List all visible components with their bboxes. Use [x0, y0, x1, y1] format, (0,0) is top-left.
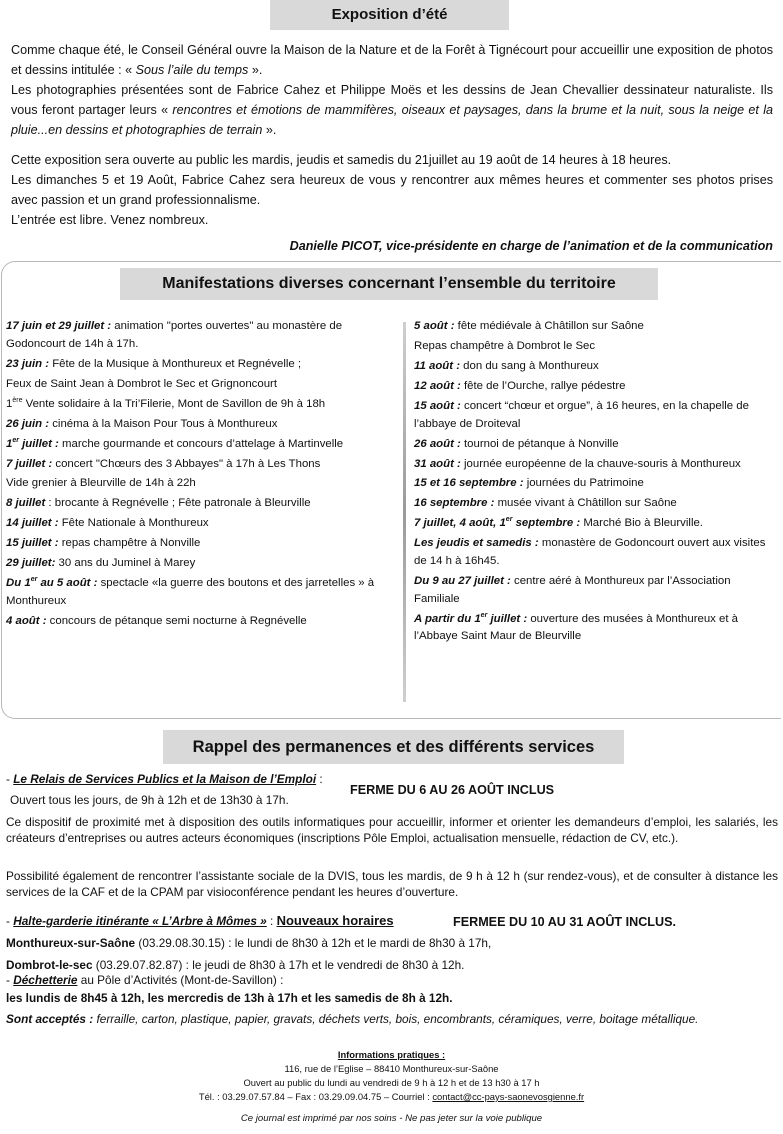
event-text: : brocante à Regnévelle ; Fête patronale à Bleurville [45, 497, 311, 510]
event-date: 5 août : [414, 320, 455, 332]
relais-description: Ce dispositif de proximité met à disposition des outils informatiques pour accueillir, informer et orienter les demandeurs d’emploi, les salariés, les créateurs d’entreprises ou autres acteurs économiques (inscriptions Pôle Emploi, actualisation mensuelle, rédaction de CV, etc.). [6, 815, 778, 846]
event-text: 1ère Vente solidaire à la Tri’Filerie, Mont de Savillon de 9h à 18h [6, 396, 326, 410]
footer-title: Informations pratiques : [337, 1049, 446, 1060]
right-event-10 [414, 535, 778, 570]
event-date: 12 août : [414, 379, 461, 392]
halte-text-2: (03.29.07.82.87) : le jeudi de 8h30 à 17h et le vendredi de 8h30 à 12h. [92, 958, 465, 972]
right-event-2 [414, 358, 778, 376]
event-date: Les jeudis et samedis : [414, 537, 539, 550]
event-text: 30 ans du Juminel à Marey [55, 557, 196, 570]
event-date: 15 juillet : [6, 537, 59, 550]
dech-accepted-label: Sont acceptés : [6, 1012, 94, 1026]
expo-p1-text: Comme chaque été, le Conseil Général ouvre la Maison de la Nature et de la Forêt à Tignécourt pour accueillir une exposition de photos et dessins intitulée : « [11, 43, 773, 77]
event-text: Vide grenier à Bleurville de 14h à 22h [6, 477, 196, 490]
footer-note: Ce journal est imprimé par nos soins - Ne pas jeter sur la voie publique [240, 1113, 543, 1124]
relais-hours: Ouvert tous les jours, de 9h à 12h et de 13h30 à 17h. [10, 793, 289, 807]
event-date: 16 septembre : [414, 497, 495, 510]
event-text: journée européenne de la chauve-souris à Monthureux [460, 457, 741, 470]
manif-right-column [414, 318, 778, 648]
left-event-6 [6, 456, 384, 474]
services-banner [163, 730, 624, 764]
event-text: spectacle «la guerre des boutons et des jarretelles » à Monthureux [6, 577, 375, 607]
event-date: 26 août : [414, 437, 461, 450]
dech-accepted [6, 1011, 778, 1027]
event-text: fête de l’Ourche, rallye pédestre [460, 379, 626, 392]
footer-contact-text: Tél. : 03.29.07.57.84 – Fax : 03.29.09.04.75 – Courriel : [198, 1091, 433, 1102]
event-text: concours de pétanque semi nocturne à Regnévelle [46, 614, 307, 627]
left-event-8 [6, 495, 384, 513]
halte-place-1: Monthureux-sur-Saône [6, 936, 136, 950]
event-text: cinéma à la Maison Pour Tous à Monthureux [49, 417, 278, 430]
manif-title: Manifestations diverses concernant l’ensemble du territoire [162, 275, 616, 292]
dech-hours: les lundis de 8h45 à 12h, les mercredis de 13h à 17h et les samedis de 8h à 12h. [6, 991, 453, 1005]
right-event-3 [414, 378, 778, 396]
right-event-8 [414, 495, 778, 513]
expo-quote-italic: rencontres et émotions de mammifères, oiseaux et paysages, dans la brume et la nuit, sous la neige et la pluie...en dessins et photographies de terrain [11, 103, 773, 137]
expo-paragraph-3: Cette exposition sera ouverte au public les mardis, jeudis et samedis du 21juillet au 19 août de 14 heures à 18 heures. [11, 153, 672, 167]
event-text: Feux de Saint Jean à Dombrot le Sec et Grignoncourt [6, 377, 277, 390]
halte-line-1 [6, 935, 778, 951]
event-text: animation "portes ouvertes" au monastère de Godoncourt de 14h à 17h. [6, 320, 343, 350]
left-event-4 [6, 416, 384, 434]
event-text: concert “chœur et orgue”, à 16 heures, en la chapelle de l’abbaye de Droiteval [414, 399, 749, 430]
left-event-13 [6, 613, 384, 631]
event-date: 26 juin : [6, 417, 50, 430]
event-text: don du sang à Monthureux [460, 359, 599, 372]
left-event-7 [6, 475, 384, 493]
expo-paragraph-4: Les dimanches 5 et 19 Août, Fabrice Cahez sera heureux de vous y rencontrer aux mêmes heures et commenter ses photos prises avec passion et un grand professionnalisme. [11, 173, 773, 207]
relais-social: Possibilité également de rencontrer l’assistante sociale de la DVIS, tous les mardis, de 9 h à 12 h (sur rendez-vous), et de consulter à distance les services de la CAF et de la CPAM par visioconférence pendant les heures d’ouverture. [6, 869, 778, 900]
event-date: Du 9 au 27 juillet : [414, 575, 511, 588]
event-date: A partir du 1er juillet : [414, 611, 528, 625]
halte-line-2 [6, 957, 778, 973]
right-event-5 [414, 436, 778, 454]
right-event-7 [414, 475, 778, 493]
event-date: 31 août : [414, 457, 461, 470]
event-text: musée vivant à Châtillon sur Saône [494, 497, 677, 510]
right-event-6 [414, 456, 778, 474]
expo-p2-end: ». [262, 123, 277, 137]
halte-closed-notice: FERMEE DU 10 AU 31 AOÛT INCLUS. [453, 915, 676, 929]
event-date: 29 juillet: [6, 557, 56, 570]
services-title: Rappel des permanences et des différents services [192, 738, 595, 756]
event-text: Fête Nationale à Monthureux [58, 517, 209, 530]
halte-place-2: Dombrot-le-sec [6, 958, 93, 972]
footer-address: 116, rue de l’Eglise – 88410 Monthureux-sur-Saône [284, 1063, 499, 1074]
expo-title: Exposition d’été [331, 6, 448, 23]
footer-hours: Ouvert au public du lundi au vendredi de 9 h à 12 h et de 13 h30 à 17 h [243, 1077, 540, 1088]
expo-paragraph-5: L’entrée est libre. Venez nombreux. [11, 213, 209, 227]
left-event-12 [6, 575, 384, 610]
halte-new-hours: Nouveaux horaires [276, 913, 394, 928]
event-date: 7 juillet : [6, 457, 53, 470]
expo-title-italic: Sous l’aile du temps [135, 63, 249, 77]
event-text: fête médiévale à Châtillon sur Saône [454, 320, 644, 332]
expo-paragraph-1 [11, 40, 773, 80]
event-date: 15 août : [414, 399, 461, 412]
event-text: repas champêtre à Nonville [58, 537, 201, 550]
event-date: 15 et 16 septembre : [414, 477, 524, 490]
event-date: 1er juillet : [6, 436, 59, 450]
left-event-9 [6, 515, 384, 533]
event-date: Du 1er au 5 août : [6, 576, 98, 590]
dech-accepted-list: ferraille, carton, plastique, papier, gravats, déchets verts, bois, encombrants, céramiques, verre, boitage métallique. [93, 1012, 699, 1026]
event-date: 14 juillet : [6, 517, 59, 530]
right-event-12 [414, 611, 778, 646]
halte-label: Halte-garderie itinérante « L’Arbre à Mômes » [13, 914, 267, 928]
left-event-5 [6, 436, 384, 454]
footer-contact [0, 1090, 783, 1104]
event-text: Fête de la Musique à Monthureux et Regnévelle ; [49, 357, 302, 370]
expo-banner [270, 0, 509, 30]
dech-text: au Pôle d’Activités (Mont-de-Savillon) : [77, 973, 284, 987]
left-event-2 [6, 376, 384, 394]
email-link[interactable]: contact@cc-pays-saonevosgienne.fr [432, 1091, 585, 1102]
event-text: tournoi de pétanque à Nonville [460, 437, 619, 450]
manif-left-column [6, 318, 384, 633]
expo-paragraph-2 [11, 80, 773, 140]
relais-closed-notice: FERME DU 6 AU 26 AOÛT INCLUS [350, 783, 555, 797]
halte-colon: : [266, 914, 277, 928]
right-event-4 [414, 398, 778, 433]
expo-p2-text: Les photographies présentées sont de Fabrice Cahez et Philippe Moës et les dessins de Jean Chevallier dessinateur naturaliste. Ils vous feront partager leurs « [11, 83, 773, 117]
right-event-9 [414, 515, 778, 533]
right-event-0 [414, 318, 778, 336]
event-text: marche gourmande et concours d’attelage à Martinvelle [58, 437, 344, 450]
event-date: 23 juin : [6, 357, 50, 370]
event-text: ouverture des musées à Monthureux et à l’Abbaye Saint Maur de Bleurville [414, 612, 739, 643]
event-text: Marché Bio à Bleurville. [580, 517, 703, 530]
left-event-1 [6, 356, 384, 374]
relais-label: Le Relais de Services Publics et la Maison de l’Emploi [13, 772, 317, 786]
manif-banner [120, 268, 658, 300]
expo-p1-end: ». [248, 63, 263, 77]
dech-heading: - Déchetterie au Pôle d’Activités (Mont-de-Savillon) : [6, 973, 284, 987]
event-date: 7 juillet, 4 août, 1er septembre : [414, 516, 581, 530]
event-text: journées du Patrimoine [523, 477, 644, 490]
halte-text-1: (03.29.08.30.15) : le lundi de 8h30 à 12h et le mardi de 8h30 à 17h, [135, 936, 492, 950]
halte-heading: - Halte-garderie itinérante « L’Arbre à Mômes » : Nouveaux horaires [6, 913, 394, 928]
left-event-11 [6, 555, 384, 573]
right-event-1 [414, 338, 778, 356]
right-event-11 [414, 573, 778, 608]
event-text: concert "Chœurs des 3 Abbayes" à 17h à Les Thons [52, 457, 321, 470]
left-event-10 [6, 535, 384, 553]
left-event-3 [6, 396, 384, 414]
column-divider [403, 322, 406, 702]
event-text: centre aéré à Monthureux par l’Association Familiale [414, 575, 731, 605]
event-date: 4 août : [6, 614, 47, 627]
left-event-0 [6, 318, 384, 353]
event-date: 8 juillet [6, 497, 46, 510]
expo-signature: Danielle PICOT, vice-présidente en charge de l’animation et de la communication [289, 239, 773, 253]
event-date: 17 juin et 29 juillet : [6, 320, 112, 332]
event-text: Repas champêtre à Dombrot le Sec [414, 339, 596, 352]
dech-label: Déchetterie [13, 973, 78, 987]
event-text: monastère de Godoncourt ouvert aux visites de 14 h à 16h45. [414, 537, 766, 568]
relais-colon: : [316, 772, 323, 786]
relais-heading: - Le Relais de Services Publics et la Maison de l’Emploi : [6, 772, 323, 786]
event-date: 11 août : [414, 359, 460, 372]
